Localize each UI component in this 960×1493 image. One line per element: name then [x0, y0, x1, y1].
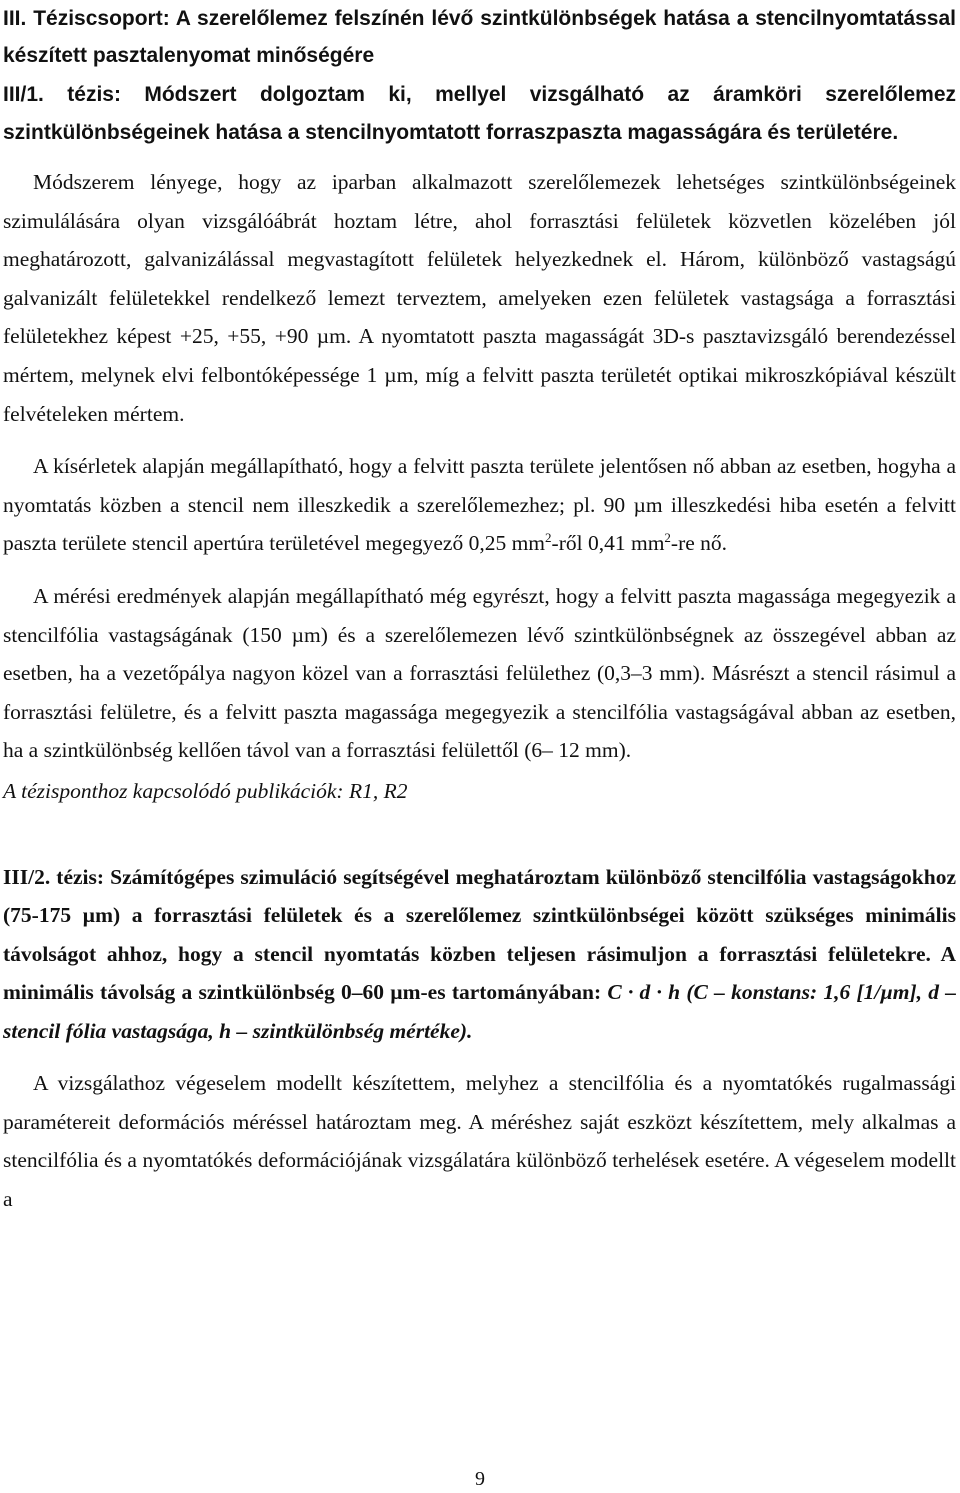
thesis-2-formula: C · d · h (C – konstans: 1,6 [1/µm], d – stencil fólia vastagsága, h – szintkülönbség mértéke). [3, 980, 956, 1043]
thesis-2-paragraph-1: A vizsgálathoz végeselem modellt készítettem, melyhez a stencilfólia és a nyomtatókés rugalmassági paramétereit deformációs méréssel határoztam meg. A méréshez saját eszközt készítettem, mely alkalmas a stencilfólia és a nyomtatókés deformációjának vizsgálatára különböző terhelések esetére. A végeselem modellt a [3, 1070, 956, 1211]
thesis-1-title [3, 76, 956, 152]
thesis-1-paragraph-2 [3, 447, 956, 563]
paragraph-2-part-c: -re nő. [670, 531, 728, 556]
thesis-2-title-text: III/2. tézis: Számítógépes szimuláció segítségével meghatároztam különböző stencilfólia vastagságokhoz (75-175 µm) a forrasztási felületek és a szerelőlemez szintkülönbségei között szükséges minimális távolságot ahhoz, hogy a stencil nyomtatás közben teljesen rásimuljon a forrasztási felületekre. A minimális távolság a szintkülönbség 0–60 µm-es tartományában: [3, 864, 956, 1005]
thesis-1-title-text: III/1. tézis: Módszert dolgoztam ki, mellyel vizsgálható az áramköri szerelőlemez szintkülönbségeinek hatása a stencilnyomtatott forraszpaszta magasságára és területére. [3, 83, 956, 144]
superscript-1: 2 [545, 530, 552, 546]
paragraph-2-part-b: -ről 0,41 mm [551, 531, 665, 556]
section-heading [3, 0, 956, 74]
thesis-1-paragraph-1: Módszerem lényege, hogy az iparban alkalmazott szerelőlemezek lehetséges szintkülönbségeinek szimulálására olyan vizsgálóábrát hoztam létre, ahol forrasztási felületek közvetlen közelében jól meghatározott, galvanizálással megvastagított felületek helyezkednek el. Három, különböző vastagságú galvanizált felületekkel rendelkező lemezt terveztem, amelyeken ezen felületek vastagsága a forrasztási felületekhez képest +25, +55, +90 µm. A nyomtatott paszta magasságát 3D-s pasztavizsgáló berendezéssel mértem, melynek elvi felbontóképessége 1 µm, míg a felvitt paszta területét optikai mikroszkópiával készült felvételeken mértem. [3, 170, 956, 426]
thesis-1-paragraph-3: A mérési eredmények alapján megállapítható még egyrészt, hogy a felvitt paszta magassága megegyezik a stencilfólia vastagságának (150 µm) és a szerelőlemezen lévő szintkülönbségnek az összegével abban az esetben, ha a vezetőpálya nagyon közel van a forrasztási felülethez (0,3–3 mm). Másrészt a stencil rásimul a forrasztási felületre, és a felvitt paszta magassága megegyezik a stencilfólia vastagságával abban az esetben, ha a szintkülönbség kellően távol van a forrasztási felülettől (6– 12 mm). [3, 583, 956, 763]
paragraph-2-part-a: A kísérletek alapján megállapítható, hogy a felvitt paszta területe jelentősen nő abban az esetben, hogyha a nyomtatás közben a stencil nem illeszkedik a szerelőlemezhez; pl. 90 µm illeszkedési hiba esetén a felvitt paszta területe stencil apertúra területével megegyező 0,25 mm [3, 454, 956, 556]
superscript-2: 2 [664, 530, 671, 546]
section-heading-text: III. Téziscsoport: A szerelőlemez felszínén lévő szintkülönbségek hatása a stencilnyomtatással készített pasztalenyomat minőségére [3, 7, 956, 67]
thesis-2-title [3, 858, 956, 1050]
thesis-1-publications: A tézisponthoz kapcsolódó publikációk: R1, R2 [3, 778, 408, 803]
page-number: 9 [475, 1468, 485, 1490]
